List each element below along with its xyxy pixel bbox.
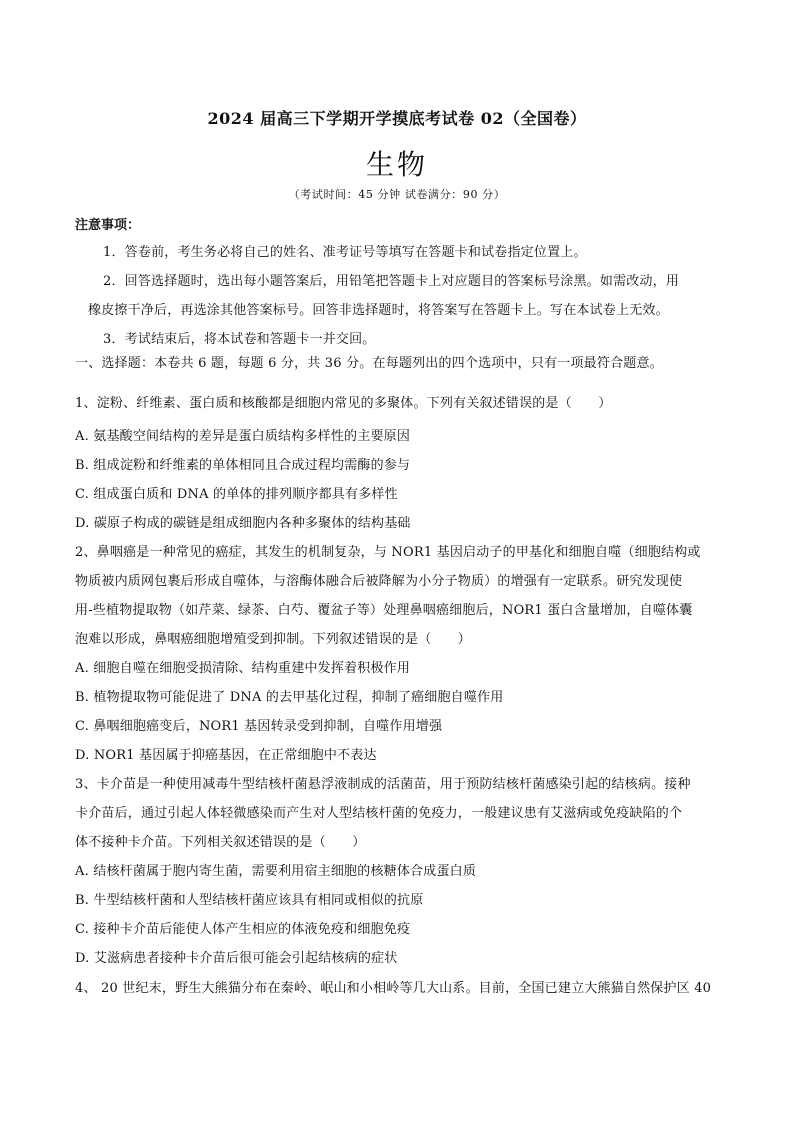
notice-item-2: 2．回答选择题时，选出每小题答案后，用铅笔把答题卡上对应题目的答案标号涂黑。如需改动，用 [103,274,680,289]
subject-title: 生物 [365,148,428,181]
question-1-stem: 1、淀粉、纤维素、蛋白质和核酸都是细胞内常见的多聚体。下列有关叙述错误的是（ ） [75,396,612,411]
question-2-option-b: B. 植物提取物可能促进了 DNA 的去甲基化过程，抑制了癌细胞自噬作用 [75,690,504,705]
question-3-stem-line-2: 卡介苗后，通过引起人体轻微感染而产生对人型结核杆菌的免疫力，一般建议患有艾滋病或免疫缺陷的个 [75,806,683,821]
question-3-option-c: C. 接种卡介苗后能使人体产生相应的体液免疫和细胞免疫 [75,922,411,937]
question-2-option-d: D. NOR1 基因属于抑癌基因，在正常细胞中不表达 [75,748,377,763]
question-3-option-b: B. 牛型结核杆菌和人型结核杆菌应该具有相同或相似的抗原 [75,893,424,908]
notice-heading: 注意事项： [75,218,141,233]
question-1-option-b: B. 组成淀粉和纤维素的单体相同且合成过程均需酶的参与 [75,458,411,473]
notice-item-3: 3．考试结束后，将本试卷和答题卡一并交回。 [103,332,376,347]
question-1-option-a: A. 氨基酸空间结构的差异是蛋白质结构多样性的主要原因 [75,429,411,444]
section-heading: 一、选择题：本卷共 6 题，每题 6 分，共 36 分。在每题列出的四个选项中，只有一项最符合题意。 [75,356,663,371]
question-2-option-a: A. 细胞自噬在细胞受损清除、结构重建中发挥着积极作用 [75,661,411,676]
question-3-option-d: D. 艾滋病患者接种卡介苗后很可能会引起结核病的症状 [75,951,398,966]
question-2-option-c: C. 鼻咽细胞癌变后，NOR1 基因转录受到抑制，自噬作用增强 [75,719,443,734]
question-2-stem-line-3: 用-些植物提取物（如芹菜、绿茶、白芍、覆盆子等）处理鼻咽癌细胞后，NOR1 蛋白含量增加，自噬体囊 [75,603,693,618]
exam-time-info: （考试时间：45 分钟 试卷满分：90 分） [288,188,506,201]
exam-title: 2024 届高三下学期开学摸底考试卷 02（全国卷） [207,109,587,128]
question-1-option-c: C. 组成蛋白质和 DNA 的单体的排列顺序都具有多样性 [75,487,398,502]
question-2-stem-line-2: 物质被内质网包裹后形成自噬体，与溶酶体融合后被降解为小分子物质）的增强有一定联系。研究发现使 [75,574,683,589]
question-2-stem-line-4: 泡难以形成，鼻咽癌细胞增殖受到抑制。下列叙述错误的是（ ） [75,632,472,647]
question-3-stem-line-1: 3、卡介苗是一种使用减毒牛型结核杆菌悬浮液制成的活菌苗，用于预防结核杆菌感染引起的结核病。接种 [75,777,691,792]
notice-item-1: 1．答卷前，考生务必将自己的姓名、准考证号等填写在答题卡和试卷指定位置上。 [103,245,587,260]
question-2-stem-line-1: 2、鼻咽癌是一种常见的癌症，其发生的机制复杂，与 NOR1 基因启动子的甲基化和细胞自噬（细胞结构或 [75,545,701,560]
question-1-option-d: D. 碳原子构成的碳链是组成细胞内各种多聚体的结构基础 [75,516,411,531]
question-3-option-a: A. 结核杆菌属于胞内寄生菌，需要利用宿主细胞的核糖体合成蛋白质 [75,864,477,879]
question-4-stem-line-1: 4、 20 世纪末，野生大熊猫分布在秦岭、岷山和小相岭等几大山系。目前，全国已建立大熊猫自然保护区 40 [75,981,712,996]
question-3-stem-line-3: 体不接种卡介苗。下列相关叙述错误的是（ ） [75,835,366,850]
notice-item-2-cont: 橡皮擦干净后，再选涂其他答案标号。回答非选择题时，将答案写在答题卡上。写在本试卷上无效。 [88,303,669,318]
